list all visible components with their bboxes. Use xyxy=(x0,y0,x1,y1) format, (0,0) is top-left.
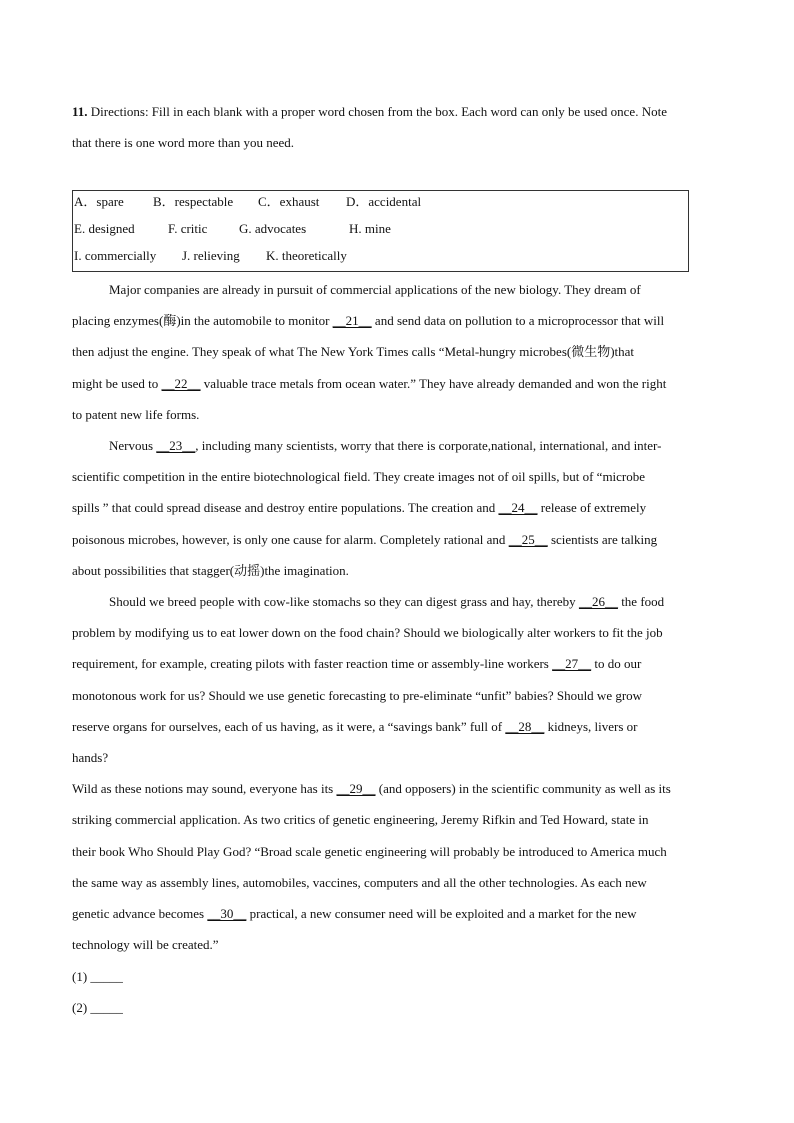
p2-text: , including many scientists, worry that there is corporate,national, international, and inter- xyxy=(195,438,662,453)
p3-line-4: monotonous work for us? Should we use genetic forecasting to pre-eliminate “unfit” babies? Should we grow xyxy=(72,688,643,703)
option-j: J. relieving xyxy=(182,248,240,263)
p2-text: Nervous xyxy=(109,438,157,453)
p3-text: to do our xyxy=(591,656,642,671)
directions-text-1: Directions: Fill in each blank with a proper word chosen from the box. Each word can only be used once. Note xyxy=(87,104,667,119)
blank-29: __29__ xyxy=(336,781,376,796)
p1-text: and send data on pollution to a microprocessor that will xyxy=(371,313,665,328)
option-b: B．respectable xyxy=(153,194,234,209)
document-page xyxy=(72,0,724,1123)
blank-24: __24__ xyxy=(498,500,538,515)
p2-line-3 xyxy=(72,500,646,516)
p4-text: practical, a new consumer need will be exploited and a market for the new xyxy=(246,906,637,921)
option-g: G. advocates xyxy=(239,221,307,236)
directions-line-1 xyxy=(72,104,667,120)
p1-line-3: then adjust the engine. They speak of what The New York Times calls “Metal-hungry microbes(微生物)that xyxy=(72,344,635,359)
p3-text: requirement, for example, creating pilots with faster reaction time or assembly-line workers xyxy=(72,656,553,671)
p4-line-5 xyxy=(72,906,637,922)
option-a: A．spare xyxy=(74,194,124,209)
blank-26: __26__ xyxy=(578,594,618,609)
p3-line-6: hands? xyxy=(72,750,109,765)
answer-line-2: (2) _____ xyxy=(72,1000,123,1015)
blank-21: __21__ xyxy=(332,313,372,328)
option-e: E. designed xyxy=(74,221,135,236)
blank-22: __22__ xyxy=(161,376,201,391)
p4-text: (and opposers) in the scientific community as well as its xyxy=(375,781,671,796)
p3-line-3 xyxy=(72,656,641,672)
option-f: F. critic xyxy=(168,221,208,236)
word-box xyxy=(72,190,689,272)
p1-text: valuable trace metals from ocean water.” They have already demanded and won the right xyxy=(200,376,667,391)
p1-line-4 xyxy=(72,376,666,392)
directions-line-2: that there is one word more than you need. xyxy=(72,135,295,150)
option-c: C．exhaust xyxy=(258,194,320,209)
blank-25: __25__ xyxy=(508,532,548,547)
p3-text: Should we breed people with cow-like stomachs so they can digest grass and hay, thereby xyxy=(109,594,579,609)
question-number: 11. xyxy=(72,104,88,119)
p1-text: placing enzymes(酶)in the automobile to monitor xyxy=(72,313,333,328)
p2-line-4 xyxy=(72,532,657,548)
p4-line-3: their book Who Should Play God? “Broad scale genetic engineering will probably be introduced to America much xyxy=(72,844,667,859)
option-h: H. mine xyxy=(349,221,391,236)
blank-27: __27__ xyxy=(552,656,592,671)
answer-line-1: (1) _____ xyxy=(72,969,123,984)
p1-text: might be used to xyxy=(72,376,162,391)
p3-line-1 xyxy=(109,594,664,610)
p2-line-1 xyxy=(109,438,661,454)
option-d: D．accidental xyxy=(346,194,422,209)
blank-23: __23__ xyxy=(156,438,196,453)
p1-line-1: Major companies are already in pursuit of commercial applications of the new biology. They dream of xyxy=(109,282,641,297)
p2-line-2: scientific competition in the entire biotechnological field. They create images not of oil spills, but of “microbe xyxy=(72,469,646,484)
p1-line-2 xyxy=(72,313,664,329)
p2-line-5: about possibilities that stagger(动摇)the imagination. xyxy=(72,563,349,578)
p3-text: reserve organs for ourselves, each of us having, as it were, a “savings bank” full of xyxy=(72,719,506,734)
p3-line-2: problem by modifying us to eat lower down on the food chain? Should we biologically alter workers to fit the job xyxy=(72,625,663,640)
p3-text: kidneys, livers or xyxy=(544,719,638,734)
p3-text: the food xyxy=(617,594,665,609)
p4-text: Wild as these notions may sound, everyone has its xyxy=(72,781,337,796)
p2-text: release of extremely xyxy=(537,500,647,515)
p3-line-5 xyxy=(72,719,637,735)
option-i: I. commercially xyxy=(74,248,157,263)
blank-30: __30__ xyxy=(207,906,247,921)
p1-line-5: to patent new life forms. xyxy=(72,407,200,422)
blank-28: __28__ xyxy=(505,719,545,734)
p4-line-6: technology will be created.” xyxy=(72,937,219,952)
option-k: K. theoretically xyxy=(266,248,347,263)
p2-text: scientists are talking xyxy=(547,532,658,547)
p4-line-4: the same way as assembly lines, automobiles, vaccines, computers and all the other technologies. As each new xyxy=(72,875,647,890)
p4-line-1 xyxy=(72,781,671,797)
p4-line-2: striking commercial application. As two critics of genetic engineering, Jeremy Rifkin and Ted Howard, state in xyxy=(72,812,649,827)
p2-text: poisonous microbes, however, is only one cause for alarm. Completely rational and xyxy=(72,532,509,547)
p4-text: genetic advance becomes xyxy=(72,906,208,921)
p2-text: spills ” that could spread disease and destroy entire populations. The creation and xyxy=(72,500,499,515)
